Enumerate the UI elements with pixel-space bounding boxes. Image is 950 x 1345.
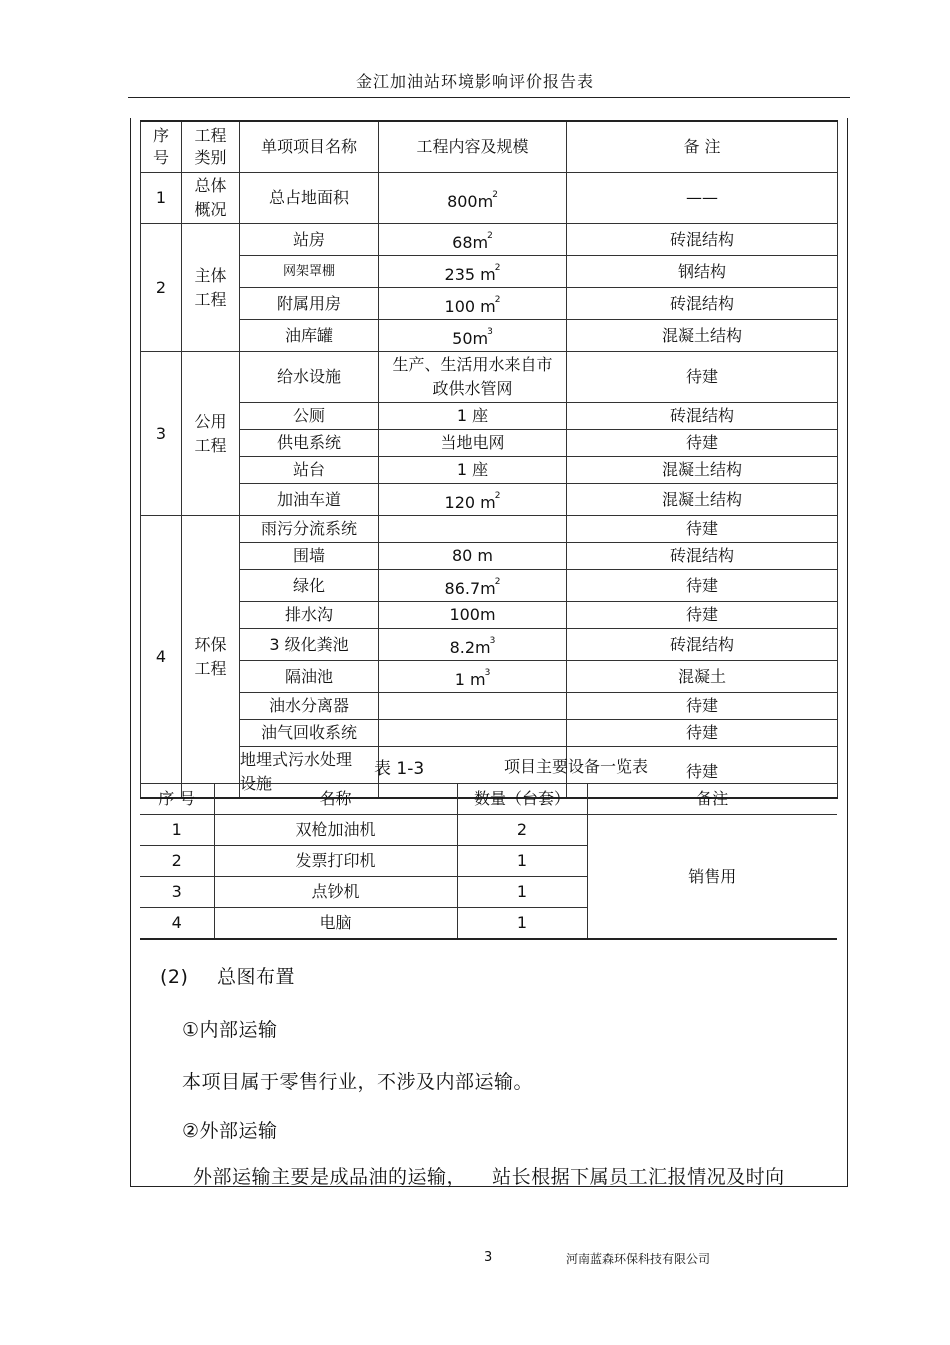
page-number: 3 [484, 1250, 493, 1265]
cell-scale [379, 173, 567, 224]
section-heading [160, 962, 295, 989]
cell-name: 发票打印机 [214, 846, 457, 877]
table-row [141, 430, 838, 457]
table-row [140, 815, 837, 846]
cell-remark: 混凝土结构 [567, 320, 838, 352]
cell-item: 站房 [240, 224, 379, 256]
cell-scale [379, 352, 567, 403]
cell-scale [379, 570, 567, 602]
cell-item: 3 级化粪池 [240, 629, 379, 661]
cell-item: 供电系统 [240, 430, 379, 457]
cell-item: 网架罩棚 [240, 256, 379, 288]
table-row [141, 256, 838, 288]
scale-unit-exponent: 2 [487, 231, 493, 241]
header-category: 工程 类别 [182, 121, 240, 173]
cell-remark: 砖混结构 [567, 224, 838, 256]
scale-value: 800m [447, 191, 494, 211]
scale-value: 8.2m [449, 638, 491, 657]
scale-unit-exponent: 2 [494, 263, 501, 273]
cell-remark: —— [567, 173, 838, 224]
cell-remark: 砖混结构 [567, 543, 838, 570]
cell-category: 公用 工程 [182, 352, 240, 516]
cell-scale [379, 516, 567, 543]
scale-value: 50m [452, 329, 489, 348]
cell-scale [379, 602, 567, 629]
cell-item: 雨污分流系统 [240, 516, 379, 543]
cell-item: 隔油池 [240, 661, 379, 693]
scale-value: 1 座 [456, 460, 489, 479]
cell-seq: 1 [141, 173, 182, 224]
document-header-title: 金江加油站环境影响评价报告表 [355, 72, 594, 91]
scale-value: 86.7m [444, 579, 496, 598]
paragraph-internal: 本项目属于零售行业，不涉及内部运输。 [182, 1071, 534, 1093]
cell-remark: 混凝土结构 [567, 457, 838, 484]
scale-value: 当地电网 [440, 433, 505, 452]
table-row [141, 516, 838, 543]
cell-scale [379, 288, 567, 320]
table-title: 项目主要设备一览表 [504, 757, 649, 776]
header-remark: 备 注 [567, 121, 838, 173]
cell-item: 站台 [240, 457, 379, 484]
scale-unit-exponent: 2 [492, 189, 498, 200]
scale-unit-exponent: 2 [494, 491, 501, 501]
section-title: 总图布置 [216, 966, 295, 988]
cell-item: 总占地面积 [240, 173, 379, 224]
cell-remark: 砖混结构 [567, 288, 838, 320]
cell-remark: 混凝土 [567, 661, 838, 693]
header-name: 名称 [214, 784, 457, 815]
scale-value: 80 m [451, 546, 494, 565]
cell-scale [379, 661, 567, 693]
table-row [141, 352, 838, 403]
header-scale: 工程内容及规模 [379, 121, 567, 173]
cell-scale [379, 629, 567, 661]
cell-scale [379, 457, 567, 484]
scale-unit-exponent: 2 [494, 295, 501, 305]
header-seq: 序 号 [141, 121, 182, 173]
scale-value: 生产、生活用水来自市 政供水管网 [392, 355, 553, 398]
equipment-header-row [140, 784, 837, 815]
cell-item: 给水设施 [240, 352, 379, 403]
cell-scale [379, 256, 567, 288]
subsection-internal: ①内部运输 [182, 1019, 278, 1041]
cell-qty: 1 [457, 846, 587, 877]
cell-name: 双枪加油机 [214, 815, 457, 846]
scale-value: 68m [452, 233, 489, 252]
scale-value: 100 m [444, 297, 496, 316]
table-row [141, 629, 838, 661]
subsection-external: ②外部运输 [182, 1120, 278, 1142]
cell-item: 附属用房 [240, 288, 379, 320]
footer-company: 河南蓝森环保科技有限公司 [566, 1252, 711, 1266]
cell-category: 总体 概况 [182, 173, 240, 224]
cell-scale [379, 484, 567, 516]
composition-header-row [141, 121, 838, 173]
cell-remark: 钢结构 [567, 256, 838, 288]
table-row [141, 403, 838, 430]
cell-seq: 4 [140, 908, 214, 940]
cell-item: 排水沟 [240, 602, 379, 629]
cell-scale [379, 224, 567, 256]
cell-name: 电脑 [214, 908, 457, 940]
scale-unit-exponent: 3 [484, 668, 491, 678]
cell-scale [379, 430, 567, 457]
cell-scale [379, 403, 567, 430]
cell-scale [379, 693, 567, 720]
cell-remark: 待建 [567, 602, 838, 629]
cell-item: 油库罐 [240, 320, 379, 352]
cell-remark: 待建 [567, 352, 838, 403]
cell-remark: 待建 [567, 516, 838, 543]
header-rule [128, 97, 850, 98]
cell-scale [379, 543, 567, 570]
cell-scale [379, 720, 567, 747]
header-item: 单项项目名称 [240, 121, 379, 173]
cell-qty: 2 [457, 815, 587, 846]
scale-value: 1 座 [456, 406, 489, 425]
scale-value: 100m [449, 605, 496, 624]
header-qty: 数量（台套） [457, 784, 587, 815]
table-row [141, 173, 838, 224]
cell-item: 加油车道 [240, 484, 379, 516]
cell-item: 围墙 [240, 543, 379, 570]
cell-item: 公厕 [240, 403, 379, 430]
table-row [141, 602, 838, 629]
cell-name: 点钞机 [214, 877, 457, 908]
scale-unit-exponent: 3 [489, 636, 496, 646]
table-row [141, 570, 838, 602]
cell-category: 环保 工程 [182, 516, 240, 799]
table-row [141, 543, 838, 570]
table-row [141, 693, 838, 720]
paragraph-external: 外部运输主要是成品油的运输， 站长根据下属员工汇报情况及时向 [193, 1166, 785, 1188]
cell-seq: 2 [140, 846, 214, 877]
cell-qty: 1 [457, 877, 587, 908]
cell-item: 地埋式污水处理 设施 [240, 747, 379, 799]
cell-remark: 待建 [567, 570, 838, 602]
project-composition-table [140, 120, 838, 799]
cell-seq: 4 [141, 516, 182, 799]
section-number: (2) [160, 966, 189, 988]
cell-seq: 1 [140, 815, 214, 846]
table-row [141, 661, 838, 693]
scale-value: 1 m [454, 670, 486, 689]
equipment-table [140, 783, 837, 940]
cell-remark: 待建 [567, 693, 838, 720]
table-row [141, 320, 838, 352]
cell-scale [379, 320, 567, 352]
cell-remark: 混凝土结构 [567, 484, 838, 516]
cell-remark: 待建 [567, 430, 838, 457]
table-row [141, 457, 838, 484]
scale-unit-exponent: 2 [494, 577, 501, 587]
header-seq: 序 号 [140, 784, 214, 815]
cell-remark: 砖混结构 [567, 629, 838, 661]
table-row [141, 224, 838, 256]
cell-remark: 销售用 [587, 815, 837, 940]
cell-qty: 1 [457, 908, 587, 940]
table-row [141, 288, 838, 320]
header-remark: 备注 [587, 784, 837, 815]
cell-seq: 2 [141, 224, 182, 352]
cell-seq: 3 [140, 877, 214, 908]
cell-item: 油气回收系统 [240, 720, 379, 747]
cell-remark: 待建 [567, 720, 838, 747]
cell-item: 油水分离器 [240, 693, 379, 720]
table-label: 表 1-3 [374, 759, 425, 779]
table-row [141, 484, 838, 516]
scale-value: 235 m [444, 265, 496, 284]
cell-category: 主体 工程 [182, 224, 240, 352]
table-row [141, 720, 838, 747]
cell-item: 绿化 [240, 570, 379, 602]
cell-remark: 砖混结构 [567, 403, 838, 430]
cell-seq: 3 [141, 352, 182, 516]
scale-unit-exponent: 3 [487, 327, 493, 337]
cell-remark: 待建 [567, 747, 838, 799]
scale-value: 120 m [444, 493, 496, 512]
